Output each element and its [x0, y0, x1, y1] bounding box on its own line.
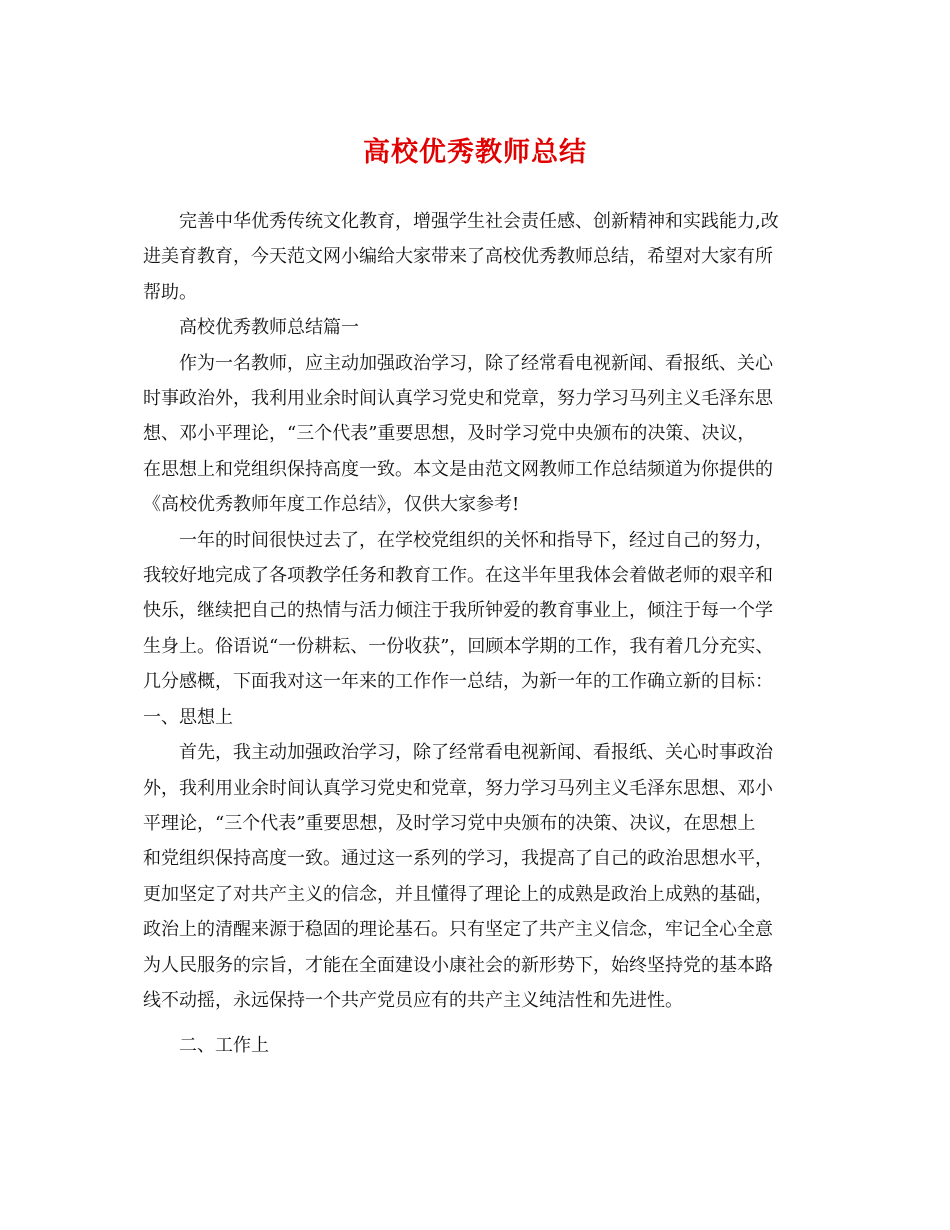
document-body: [143, 204, 807, 1064]
paragraph-line: 想、邓小平理论，“三个代表”重要思想，及时学习党中央颁布的决策、决议，: [143, 423, 756, 445]
subheading-thought: 一、思想上: [143, 706, 233, 728]
paragraph-line: 平理论，“三个代表”重要思想，及时学习党中央颁布的决策、决议，在思想上: [143, 812, 756, 834]
paragraph-line: 政治上的清醒来源于稳固的理论基石。只有坚定了共产主义信念，牢记全心全意: [143, 919, 773, 941]
intro-line: 完善中华优秀传统文化教育，增强学生社会责任感、创新精神和实践能力,改: [179, 211, 779, 232]
paragraph-line: 生身上。俗语说“一份耕耘、一份收获”，回顾本学期的工作，我有着几分充实、: [143, 635, 774, 657]
spacer: [143, 1018, 807, 1028]
paragraph-line: 我较好地完成了各项教学任务和教育工作。在这半年里我体会着做老师的艰辛和: [143, 565, 773, 587]
document-title: 高校优秀教师总结: [363, 137, 587, 168]
paragraph-line: 《高校优秀教师年度工作总结》，仅供大家参考!: [143, 494, 520, 516]
intro-line: 帮助。: [143, 281, 197, 303]
paragraph-line: 快乐，继续把自己的热情与活力倾注于我所钟爱的教育事业上，倾注于每一个学: [143, 600, 773, 622]
paragraph-line: 时事政治外，我利用业余时间认真学习党史和党章，努力学习马列主义毛泽东思: [143, 388, 773, 410]
paragraph-line: 更加坚定了对共产主义的信念，并且懂得了理论上的成熟是政治上成熟的基础，: [143, 883, 773, 905]
paragraph-line: 外，我利用业余时间认真学习党史和党章，努力学习马列主义毛泽东思想、邓小: [143, 777, 773, 799]
paragraph-line: 为人民服务的宗旨，才能在全面建设小康社会的新形势下，始终坚持党的基本路: [143, 954, 773, 976]
subheading-work: 二、工作上: [179, 1035, 269, 1057]
paragraph-line: 首先，我主动加强政治学习，除了经常看电视新闻、看报纸、关心时事政治: [179, 742, 773, 764]
paragraph-line: 线不动摇，永远保持一个共产党员应有的共产主义纯洁性和先进性。: [143, 989, 683, 1011]
paragraph-line: 几分感概，下面我对这一年来的工作作一总结，为新一年的工作确立新的目标：: [143, 671, 773, 693]
paragraph-line: 在思想上和党组织保持高度一致。本文是由范文网教师工作总结频道为你提供的: [143, 458, 773, 480]
paragraph-line: 作为一名教师，应主动加强政治学习，除了经常看电视新闻、看报纸、关心: [179, 352, 773, 374]
paragraph-line: 一年的时间很快过去了，在学校党组织的关怀和指导下，经过自己的努力，: [179, 529, 773, 551]
intro-line: 进美育教育，今天范文网小编给大家带来了高校优秀教师总结，希望对大家有所: [143, 246, 773, 268]
section-heading: 高校优秀教师总结篇一: [179, 317, 359, 339]
paragraph-line: 和党组织保持高度一致。通过这一系列的学习，我提高了自己的政治思想水平，: [143, 848, 773, 870]
